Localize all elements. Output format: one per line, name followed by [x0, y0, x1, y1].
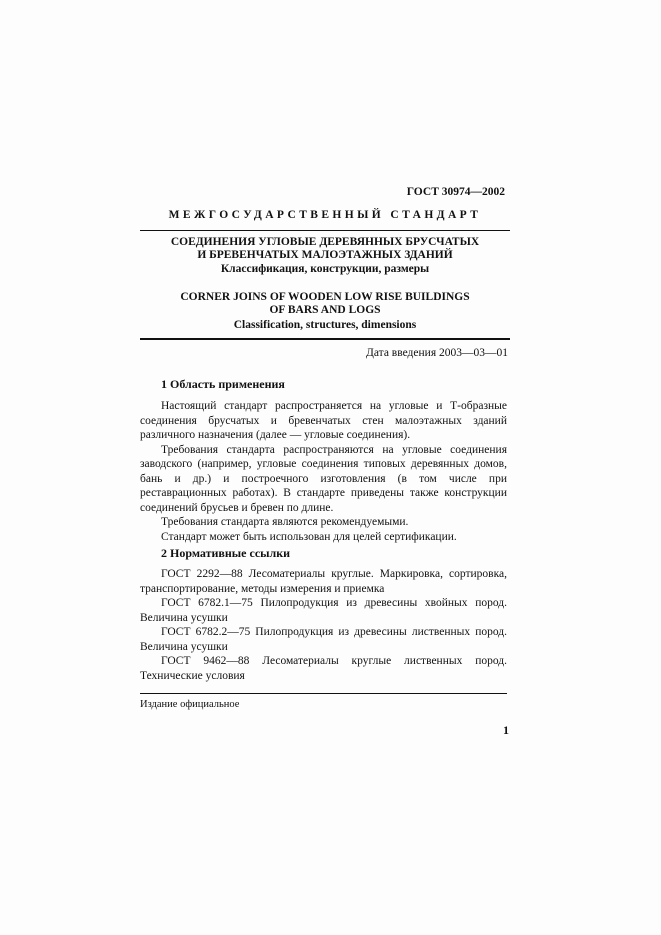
page-number: 1 — [503, 723, 509, 737]
section1-body — [140, 399, 507, 544]
title-ru-line1: СОЕДИНЕНИЯ УГЛОВЫЕ ДЕРЕВЯННЫХ БРУСЧАТЫХ — [170, 236, 480, 248]
footer-divider — [140, 693, 507, 694]
section1-heading: 1 Область применения — [161, 377, 285, 391]
title-en-subtitle: Classification, structures, dimensions — [233, 319, 417, 331]
title-divider — [140, 338, 510, 340]
edition-note: Издание официальное — [140, 699, 240, 710]
section2-paragraph: ГОСТ 6782.1—75 Пилопродукция из древесины хвойных пород. Величина усушки — [140, 597, 507, 624]
title-en-line1: CORNER JOINS OF WOODEN LOW RISE BUILDINGS — [180, 291, 470, 303]
section2-paragraph: ГОСТ 6782.2—75 Пилопродукция из древесины лиственных пород. Величина усушки — [140, 626, 507, 653]
standard-type: МЕЖГОСУДАРСТВЕННЫЙ СТАНДАРТ — [168, 209, 482, 221]
section1-paragraph: Стандарт может быть использован для целей сертификации. — [161, 530, 457, 543]
section2-paragraph: ГОСТ 2292—88 Лесоматериалы круглые. Маркировка, сортировка, транспортирование, методы измерения и приемка — [140, 568, 507, 595]
intro-date: Дата введения 2003—03—01 — [366, 347, 508, 359]
gost-number: ГОСТ 30974—2002 — [406, 186, 505, 198]
section1-paragraph: Настоящий стандарт распространяется на угловые и Т-образные соединения брусчатых и бревенчатых стен малоэтажных зданий различного назначения (далее — угловые соединения). — [140, 400, 507, 441]
header-divider — [140, 230, 510, 231]
section2-paragraph: ГОСТ 9462—88 Лесоматериалы круглые лиственных пород. Технические условия — [140, 655, 507, 682]
section2-heading: 2 Нормативные ссылки — [161, 546, 291, 560]
section2-body — [140, 567, 507, 683]
section1-paragraph: Требования стандарта являются рекомендуемыми. — [161, 516, 409, 528]
section1-paragraph: Требования стандарта распространяются на угловые соединения заводского (например, угловые соединения типовых деревянных домов, бань и др.) и построечного изготовления (в том числе при реставрационных работах). В стандарте приведены также конструкции соединений брусьев и бревен по длине. — [140, 443, 507, 514]
title-en-line2: OF BARS AND LOGS — [269, 304, 381, 316]
title-ru-subtitle: Классификация, конструкции, размеры — [220, 263, 430, 275]
title-ru-line2: И БРЕВЕНЧАТЫХ МАЛОЭТАЖНЫХ ЗДАНИЙ — [197, 249, 453, 261]
